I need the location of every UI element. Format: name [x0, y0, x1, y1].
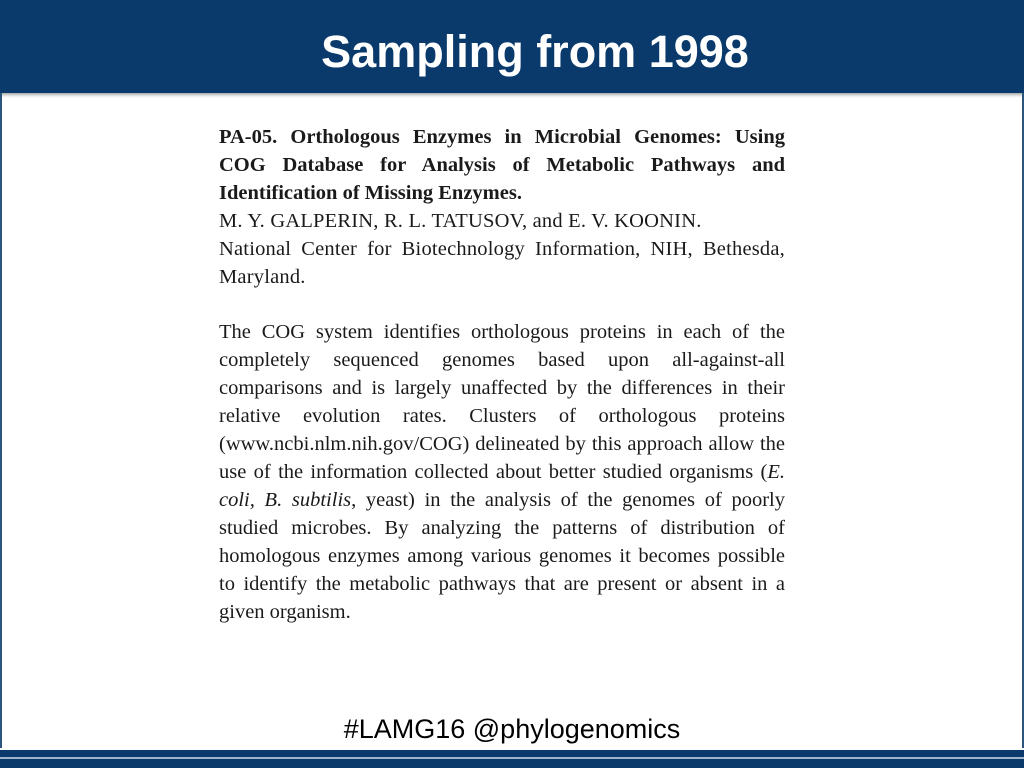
scanned-abstract — [219, 123, 785, 626]
abstract-body-part2: , yeast) in the analysis of the genomes of poorly studied microbes. By analyzing the patterns of distribution of homologous enzymes among various genomes it becomes possible to identify the metabolic pathways that are present or absent in a given organism. — [219, 489, 785, 623]
title-bar — [0, 0, 1024, 93]
slide-title: Sampling from 1998 — [321, 26, 749, 77]
abstract-body-italic: E. coli, B. subtilis — [219, 461, 785, 511]
abstract-authors: M. Y. GALPERIN, R. L. TATUSOV, and E. V. KOONIN. — [219, 210, 702, 232]
left-border — [0, 93, 2, 748]
abstract-affiliation: National Center for Biotechnology Information, NIH, Bethesda, Maryland. — [219, 238, 785, 288]
abstract-body — [219, 318, 785, 626]
footer-stripe — [0, 757, 1024, 759]
footer-hashtag: #LAMG16 @phylogenomics — [343, 714, 681, 744]
footer-band — [0, 750, 1024, 768]
abstract-body-part1: The COG system identifies orthologous proteins in each of the completely sequenced genomes based upon all-against-all comparisons and is largely unaffected by the differences in their relative evolution rates. Clusters of orthologous proteins (www.ncbi.nlm.nih.gov/COG) delineated by this approach allow the use of the information collected about better studied organisms ( — [219, 321, 785, 483]
abstract-heading: PA-05. Orthologous Enzymes in Microbial Genomes: Using COG Database for Analysis of Metabolic Pathways and Identification of Missing Enzymes. — [219, 126, 785, 204]
